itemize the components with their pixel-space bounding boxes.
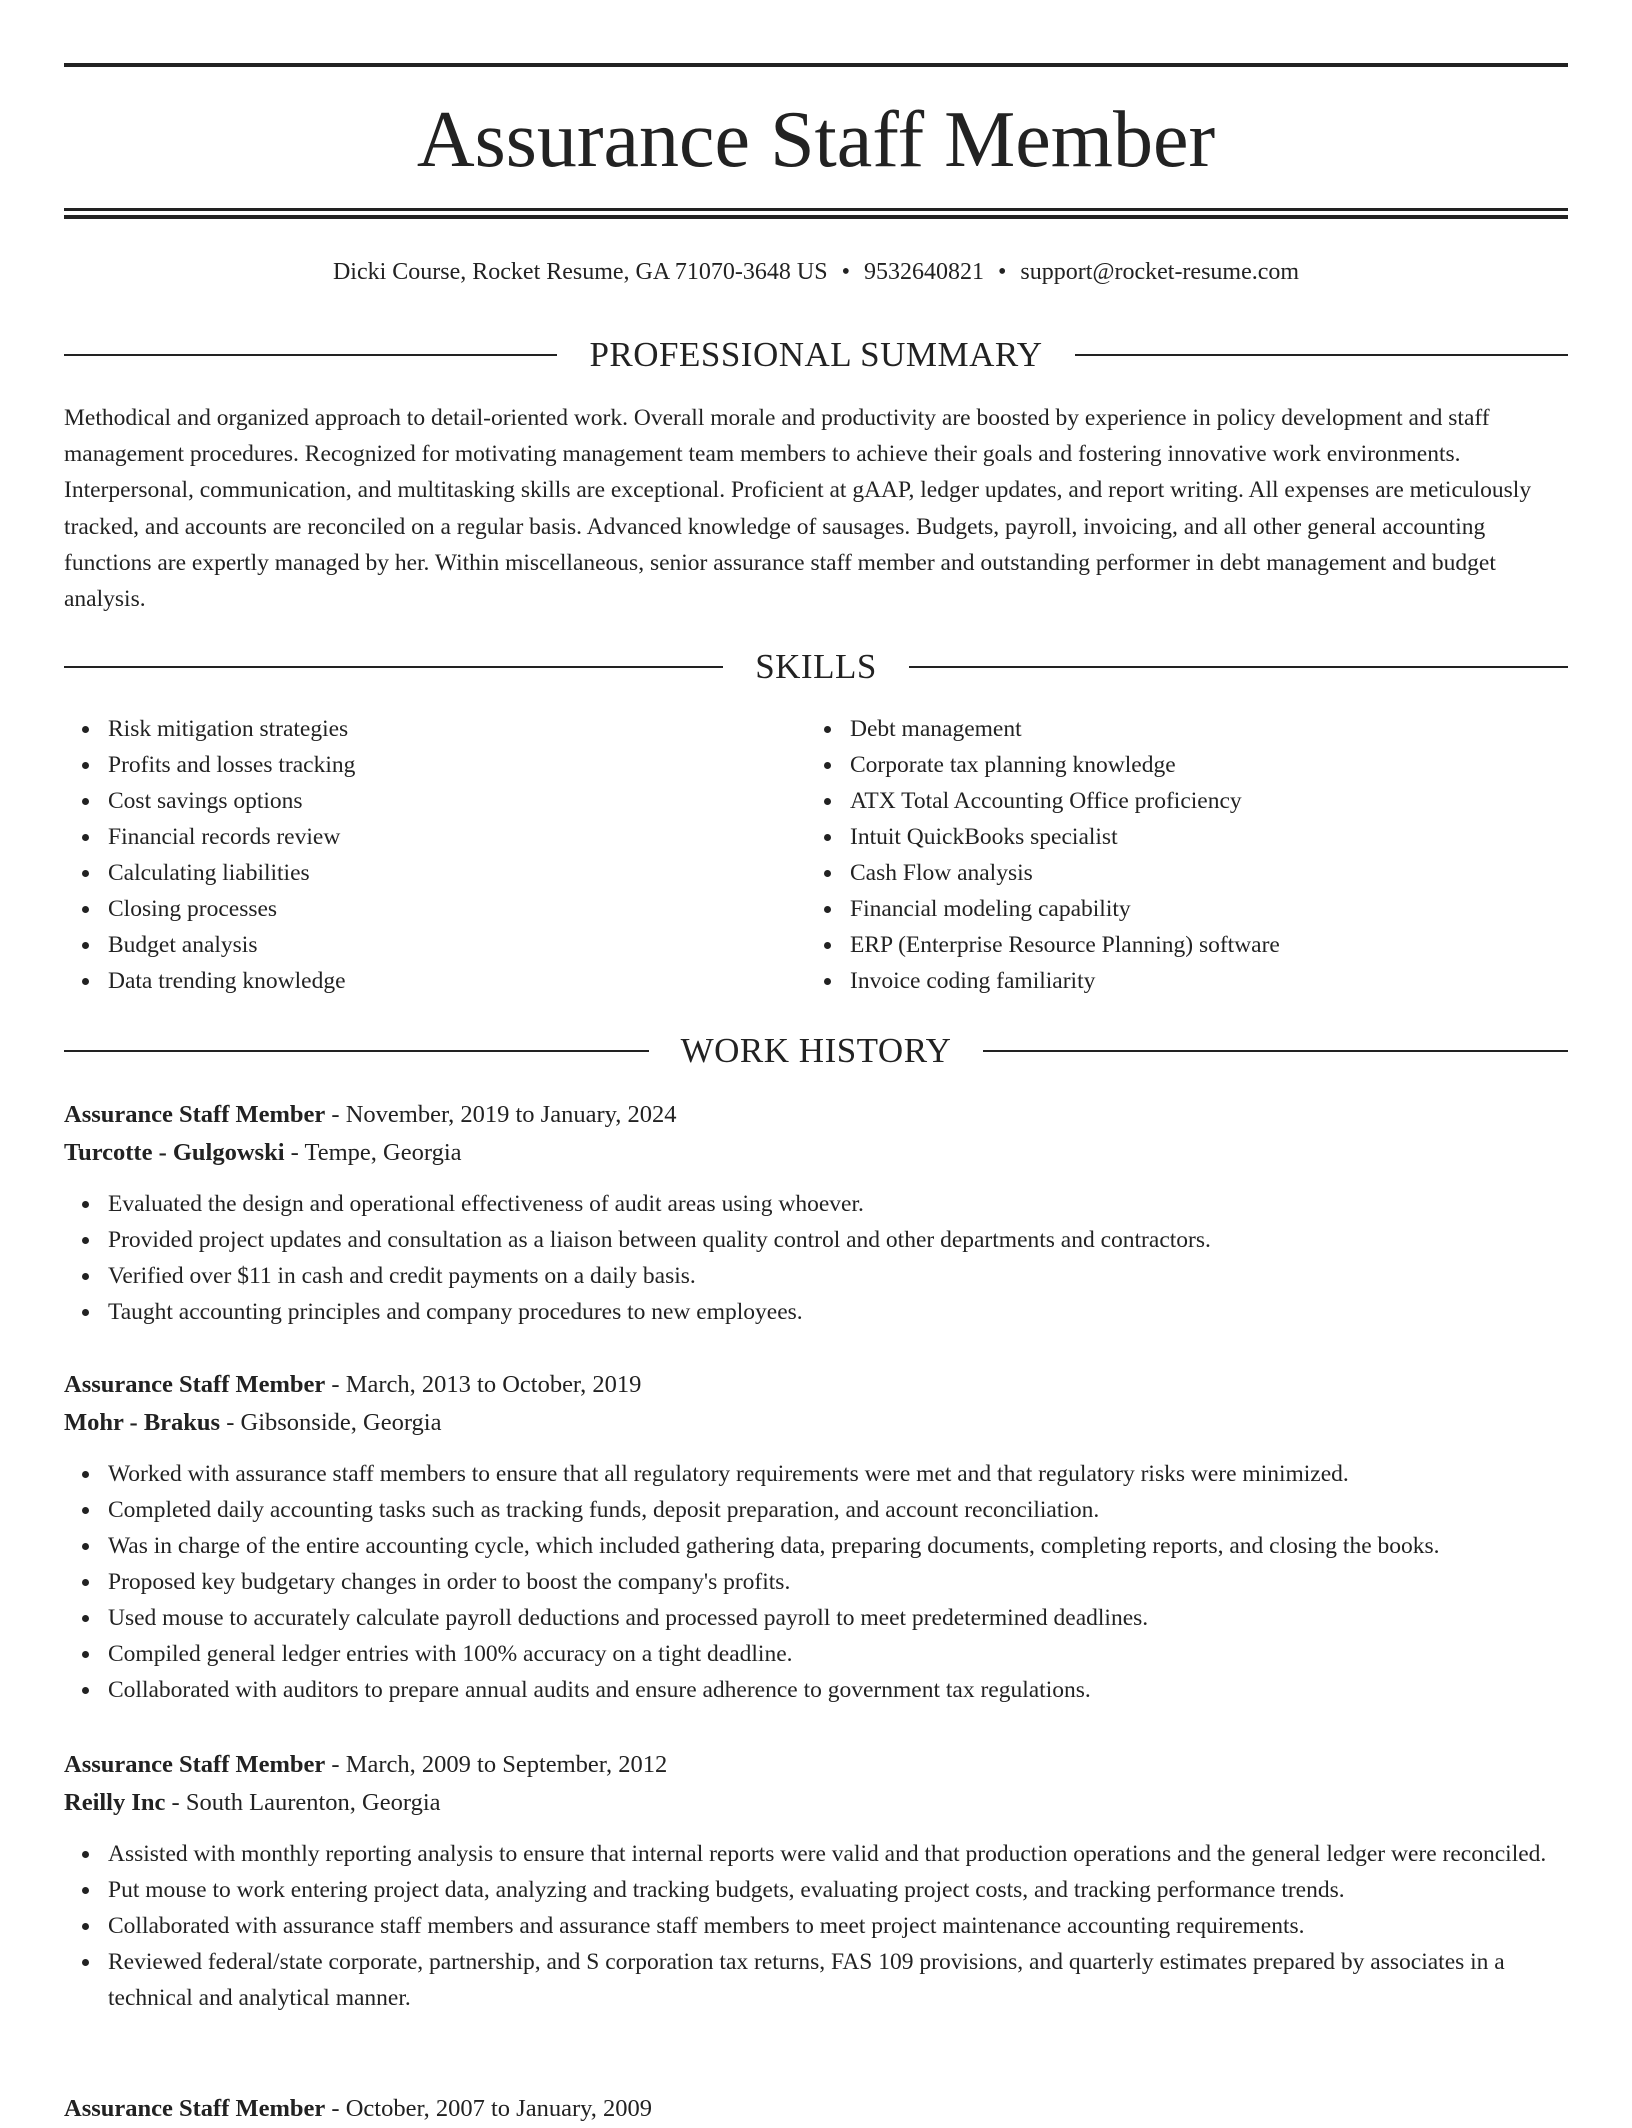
skills-heading-title: SKILLS bbox=[755, 647, 877, 686]
job-title: Assurance Staff Member bbox=[64, 1101, 326, 1128]
job-bullets bbox=[64, 1836, 1568, 2016]
job-dates: - March, 2009 to September, 2012 bbox=[325, 1751, 668, 1778]
job-entry bbox=[64, 1096, 1568, 1330]
contact-phone: 9532640821 bbox=[863, 259, 984, 285]
heading-rule-left bbox=[64, 666, 723, 668]
skills-column-left bbox=[64, 711, 806, 999]
job-title-line bbox=[64, 1746, 1568, 1784]
skill-item: Profits and losses tracking bbox=[108, 747, 806, 783]
job-title-line bbox=[64, 1096, 1568, 1134]
job-location: - Gibsonside, Georgia bbox=[220, 1409, 442, 1436]
job-company-line bbox=[64, 1134, 1568, 1172]
job-dates: - October, 2007 to January, 2009 bbox=[325, 2095, 653, 2122]
resume-name: Assurance Staff Member bbox=[416, 96, 1216, 184]
skill-item: Cost savings options bbox=[108, 783, 806, 819]
contact-line bbox=[64, 254, 1568, 290]
job-bullet: Completed daily accounting tasks such as tracking funds, deposit preparation, and account reconciliation. bbox=[108, 1492, 1568, 1528]
skills-list bbox=[64, 711, 1568, 999]
job-company: Mohr - Brakus bbox=[64, 1409, 221, 1436]
job-dates: - March, 2013 to October, 2019 bbox=[325, 1371, 642, 1398]
summary-heading-title: PROFESSIONAL SUMMARY bbox=[589, 335, 1043, 374]
job-entry bbox=[64, 1366, 1568, 1708]
job-bullet: Used mouse to accurately calculate payroll deductions and processed payroll to meet predetermined deadlines. bbox=[108, 1600, 1568, 1636]
job-title: Assurance Staff Member bbox=[64, 1751, 326, 1778]
contact-email: support@rocket-resume.com bbox=[1020, 259, 1300, 285]
job-bullet: Evaluated the design and operational effectiveness of audit areas using whoever. bbox=[108, 1186, 1568, 1222]
heading-rule-right bbox=[1075, 354, 1568, 356]
skill-item: Intuit QuickBooks specialist bbox=[850, 819, 1550, 855]
header-double-rule bbox=[64, 208, 1568, 219]
heading-rule-left bbox=[64, 354, 557, 356]
header-top-rule bbox=[64, 63, 1568, 67]
job-bullets bbox=[64, 1456, 1568, 1708]
job-bullet: Assisted with monthly reporting analysis to ensure that internal reports were valid and that production operations and the general ledger were reconciled. bbox=[108, 1836, 1568, 1872]
job-bullet: Provided project updates and consultation as a liaison between quality control and other departments and contractors. bbox=[108, 1222, 1568, 1258]
skill-item: ATX Total Accounting Office proficiency bbox=[850, 783, 1550, 819]
job-title-line bbox=[64, 2090, 1568, 2128]
skills-heading bbox=[64, 645, 1568, 689]
job-bullet: Collaborated with auditors to prepare annual audits and ensure adherence to government tax regulations. bbox=[108, 1672, 1568, 1708]
job-bullet: Collaborated with assurance staff members and assurance staff members to meet project maintenance accounting requirements. bbox=[108, 1908, 1568, 1944]
contact-separator: • bbox=[997, 259, 1007, 285]
job-title: Assurance Staff Member bbox=[64, 1371, 326, 1398]
skill-item: Financial modeling capability bbox=[850, 891, 1550, 927]
job-location: - Tempe, Georgia bbox=[284, 1139, 462, 1166]
job-company: Turcotte - Gulgowski bbox=[64, 1139, 285, 1166]
skill-item: Financial records review bbox=[108, 819, 806, 855]
job-title-line bbox=[64, 1366, 1568, 1404]
skill-item: Risk mitigation strategies bbox=[108, 711, 806, 747]
skill-item: Closing processes bbox=[108, 891, 806, 927]
skill-item: Cash Flow analysis bbox=[850, 855, 1550, 891]
summary-heading bbox=[64, 333, 1568, 377]
job-bullet: Proposed key budgetary changes in order to boost the company's profits. bbox=[108, 1564, 1568, 1600]
job-dates: - November, 2019 to January, 2024 bbox=[325, 1101, 677, 1128]
job-company: Reilly Inc bbox=[64, 1789, 166, 1816]
contact-address: Dicki Course, Rocket Resume, GA 71070-3648 US bbox=[332, 259, 828, 285]
skill-item: Invoice coding familiarity bbox=[850, 963, 1550, 999]
skill-item: Corporate tax planning knowledge bbox=[850, 747, 1550, 783]
skill-item: Budget analysis bbox=[108, 927, 806, 963]
job-title: Assurance Staff Member bbox=[64, 2095, 326, 2122]
work-heading bbox=[64, 1029, 1568, 1073]
heading-rule-right bbox=[909, 666, 1568, 668]
skill-item: Calculating liabilities bbox=[108, 855, 806, 891]
job-bullets bbox=[64, 1186, 1568, 1330]
job-location: - South Laurenton, Georgia bbox=[165, 1789, 441, 1816]
job-bullet: Taught accounting principles and company procedures to new employees. bbox=[108, 1294, 1568, 1330]
contact-separator: • bbox=[841, 259, 850, 285]
heading-rule-right bbox=[983, 1050, 1568, 1052]
job-bullet: Worked with assurance staff members to ensure that all regulatory requirements were met and that regulatory risks were minimized. bbox=[108, 1456, 1568, 1492]
job-bullet: Put mouse to work entering project data, analyzing and tracking budgets, evaluating project costs, and tracking performance trends. bbox=[108, 1872, 1568, 1908]
job-bullet: Was in charge of the entire accounting cycle, which included gathering data, preparing documents, completing reports, and closing the books. bbox=[108, 1528, 1568, 1564]
skill-item: ERP (Enterprise Resource Planning) software bbox=[850, 927, 1550, 963]
job-bullet: Verified over $11 in cash and credit payments on a daily basis. bbox=[108, 1258, 1568, 1294]
job-company-line bbox=[64, 1404, 1568, 1442]
job-bullet: Reviewed federal/state corporate, partnership, and S corporation tax returns, FAS 109 provisions, and quarterly estimates prepared by associates in a technical and analytical manner. bbox=[108, 1944, 1568, 2016]
job-entry bbox=[64, 1746, 1568, 2016]
job-bullet: Compiled general ledger entries with 100% accuracy on a tight deadline. bbox=[108, 1636, 1568, 1672]
skill-item: Debt management bbox=[850, 711, 1550, 747]
job-company-line bbox=[64, 1784, 1568, 1822]
summary-text: Methodical and organized approach to detail-oriented work. Overall morale and productivity are boosted by experience in policy development and staff management procedures. Recognized for motivating management team members to achieve their goals and fostering innovative work environments. Interpersonal, communication, and multitasking skills are exceptional. Proficient at gAAP, ledger updates, and report writing. All expenses are meticulously tracked, and accounts are reconciled on a regular basis. Advanced knowledge of sausages. Budgets, payroll, invoicing, and all other general accounting functions are expertly managed by her. Within miscellaneous, senior assurance staff member and outstanding performer in debt management and budget analysis. bbox=[64, 405, 1532, 613]
skill-item: Data trending knowledge bbox=[108, 963, 806, 999]
skills-column-right bbox=[806, 711, 1550, 999]
job-entry bbox=[64, 2090, 1568, 2128]
work-heading-title: WORK HISTORY bbox=[680, 1031, 952, 1070]
heading-rule-left bbox=[64, 1050, 649, 1052]
